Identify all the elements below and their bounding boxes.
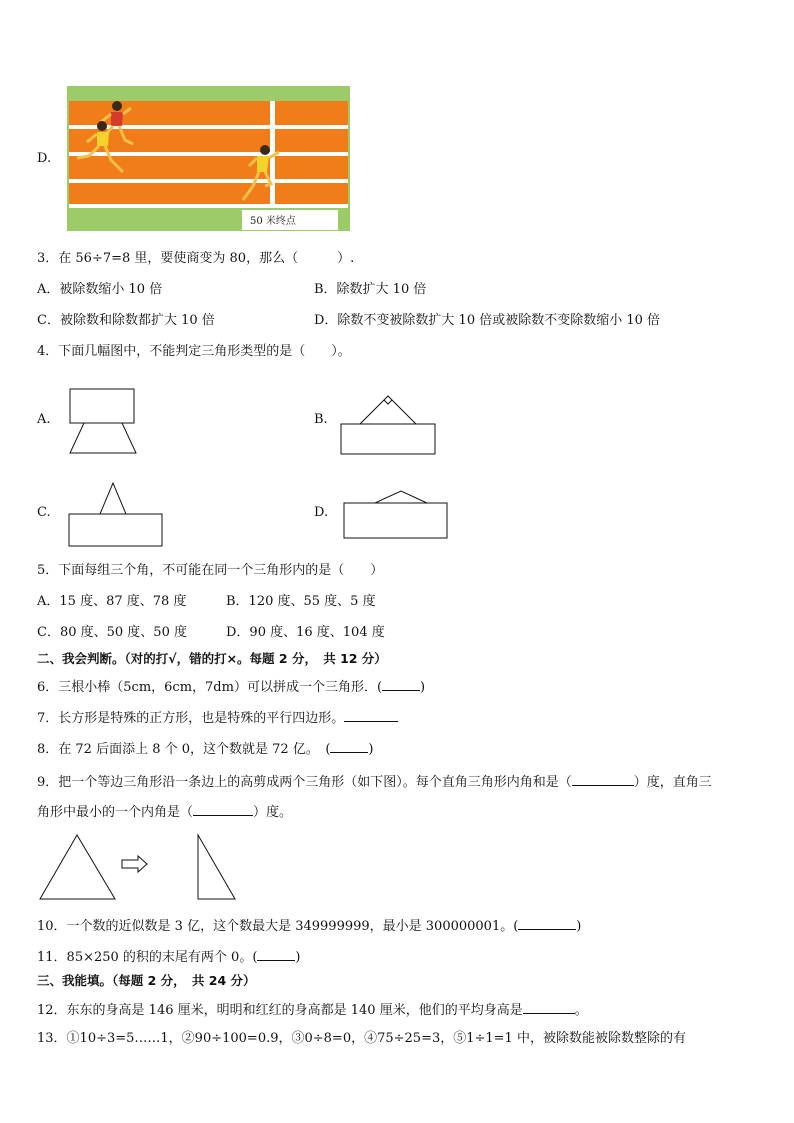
question-11 (37, 946, 300, 967)
right-triangle (198, 835, 235, 899)
question-9-line-2 (37, 801, 292, 822)
question-8-text: 8．在 72 后面添上 8 个 0，这个数就是 72 亿。 ( (37, 742, 331, 757)
question-4-option-c-label[interactable]: C. (37, 505, 51, 520)
question-4-stem: 4．下面几幅图中，不能判定三角形类型的是（ ）。 (37, 344, 351, 359)
question-4-figure-b (340, 395, 436, 455)
question-10 (37, 915, 581, 936)
question-6-end: ) (420, 680, 426, 695)
answer-blank-6[interactable] (382, 676, 420, 691)
question-4-figure-d (343, 490, 448, 540)
question-5-stem: 5．下面每组三个角，不可能在同一个三角形内的是（ ） (37, 563, 384, 578)
question-12 (37, 999, 588, 1020)
question-6-text: 6．三根小棒（5cm，6cm，7dm）可以拼成一个三角形．( (37, 680, 383, 695)
question-10-end: ) (576, 919, 582, 934)
right-arrow-icon (122, 856, 147, 872)
question-9-text-3: 角形中最小的一个内角是（ (37, 805, 194, 820)
question-9-text-4: ）度。 (253, 805, 293, 820)
question-4-figure-a (68, 388, 138, 454)
answer-blank-9a[interactable] (572, 771, 634, 786)
question-3-option-b[interactable]: B．除数扩大 10 倍 (314, 282, 427, 297)
question-7-text: 7．长方形是特殊的正方形，也是特殊的平行四边形。 (37, 711, 345, 726)
option-d-label: D. (37, 151, 52, 166)
question-5-option-c[interactable]: C．80 度、50 度、50 度 (37, 625, 187, 640)
answer-blank-12[interactable] (523, 999, 575, 1014)
section-2-heading: 二、我会判断。（对的打√，错的打×。每题 2 分， 共 12 分） (37, 651, 387, 666)
question-11-end: ) (295, 950, 301, 965)
question-3-option-d[interactable]: D．除数不变被除数扩大 10 倍或被除数不变除数缩小 10 倍 (314, 313, 661, 328)
question-8-end: ) (368, 742, 374, 757)
question-5-option-a[interactable]: A．15 度、87 度、78 度 (37, 594, 187, 609)
section-3-heading: 三、我能填。（每题 2 分， 共 24 分） (37, 973, 256, 988)
question-10-text: 10．一个数的近似数是 3 亿，这个数最大是 349999999，最小是 300000001。( (37, 919, 519, 934)
question-6 (37, 676, 425, 697)
answer-blank-8[interactable] (330, 738, 368, 753)
question-3-option-c[interactable]: C．被除数和除数都扩大 10 倍 (37, 313, 215, 328)
question-7 (37, 707, 398, 728)
question-4-option-a-label[interactable]: A. (37, 412, 51, 427)
answer-blank-10[interactable] (518, 915, 576, 930)
question-12-end: 。 (574, 1003, 588, 1018)
question-9-text-1: 9．把一个等边三角形沿一条边上的高剪成两个三角形（如下图）。每个直角三角形内角和是（ (37, 775, 572, 790)
question-9-line-1 (37, 771, 712, 792)
question-3-stem: 3．在 56÷7=8 里，要使商变为 80，那么（ ）. (37, 251, 355, 266)
question-3-option-a[interactable]: A．被除数缩小 10 倍 (37, 282, 163, 297)
question-5-option-d[interactable]: D．90 度、16 度、104 度 (226, 625, 385, 640)
question-12-text: 12．东东的身高是 146 厘米，明明和红红的身高都是 140 厘米，他们的平均身高是 (37, 1003, 523, 1018)
answer-blank-7[interactable] (344, 707, 398, 722)
question-9-figure (38, 834, 238, 900)
question-4-option-b-label[interactable]: B. (314, 412, 328, 427)
question-13: 13．①10÷3=5……1，②90÷100=0.9，③0÷8=0，④75÷25=3，⑤1÷1=1 中，被除数能被除数整除的有 (37, 1031, 686, 1046)
question-9-text-2: ）度，直角三 (633, 775, 712, 790)
question-11-text: 11．85×250 的积的末尾有两个 0。( (37, 950, 258, 965)
running-track-image (67, 86, 350, 231)
equilateral-triangle (40, 835, 115, 899)
question-4-option-d-label[interactable]: D. (314, 505, 329, 520)
question-5-option-b[interactable]: B．120 度、55 度、5 度 (226, 594, 376, 609)
answer-blank-11[interactable] (257, 946, 295, 961)
question-8 (37, 738, 373, 759)
question-4-figure-c (68, 482, 163, 547)
answer-blank-9b[interactable] (193, 801, 253, 816)
finish-sign-text: 50 米终点 (250, 216, 296, 227)
